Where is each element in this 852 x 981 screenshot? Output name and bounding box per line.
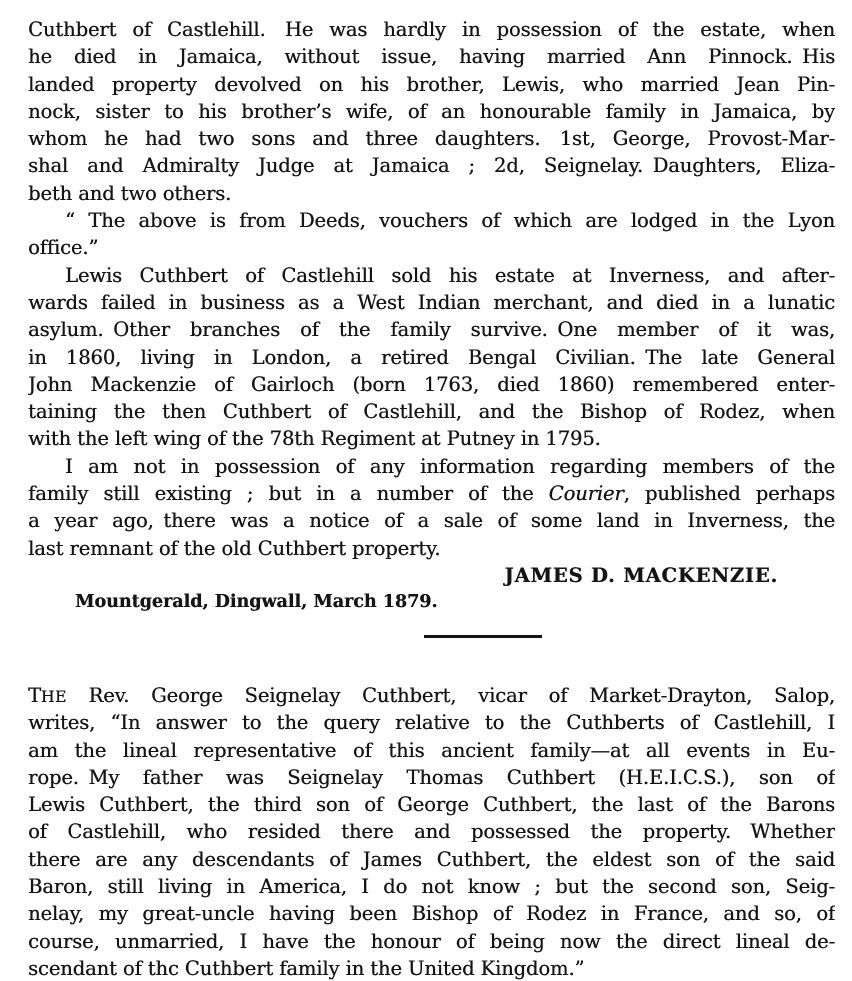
text-line [28,737,835,764]
text-segment: I am not in possession of any information regarding members of the [65,454,835,478]
small-caps-text: HE [40,687,67,706]
text-segment: Rev. George Seignelay Cuthbert, vicar of Market-Drayton, Salop, [66,683,835,707]
text-line [28,480,835,507]
text-segment: am the lineal representative of this ancient family—at all events in Eu- [28,738,835,762]
italic-text: Courier [548,482,624,506]
text-line [28,125,835,152]
text-segment: Cuthbert of Castlehill. He was hardly in possession of the estate, when [28,18,835,41]
text-line [28,371,835,398]
paragraph [28,682,835,981]
text-segment: T [28,683,41,707]
text-line [28,900,835,927]
text-segment: family still existing ; but in a number of the [28,482,549,506]
text-segment: of Castlehill, who resided there and possessed the property. Whether [28,820,835,844]
text-line [28,507,835,534]
text-segment: asylum. Other branches of the family survive. One member of it was, [28,318,835,342]
letter-body [28,16,835,562]
text-segment: in 1860, living in London, a retired Bengal Civilian. The late General [28,345,835,369]
text-segment: “ The above is from Deeds, vouchers of which are lodged in the Lyon [65,209,835,233]
text-line [28,152,835,179]
text-segment: whom he had two sons and three daughters. 1st, George, Provost-Mar- [28,127,835,151]
text-line [28,180,835,207]
text-line [28,43,835,70]
text-segment: a year ago, there was a notice of a sale of some land in Inverness, the [28,509,835,533]
section-divider-rule [424,635,542,638]
paragraph [28,207,835,262]
text-segment: Baron, still living in America, I do not know ; but the second son, Seig- [28,875,835,899]
text-segment: with the left wing of the 78th Regiment at Putney in 1795. [28,427,601,451]
text-segment: taining the then Cuthbert of Castlehill, and the Bishop of Rodez, when [28,400,835,424]
text-line [28,16,835,43]
text-segment: beth and two others. [28,181,232,205]
text-line [28,873,835,900]
text-segment: nock, sister to his brother’s wife, of an honourable family in Jamaica, by [28,99,835,123]
text-segment: , published perhaps [623,482,835,506]
text-line [28,709,835,736]
reply-body [28,682,835,981]
text-line [28,764,835,791]
text-line [28,846,835,873]
text-segment: landed property devolved on his brother, Lewis, who married Jean Pin- [28,72,835,96]
text-line [28,682,835,709]
text-line [28,453,835,480]
paragraph [28,262,835,453]
text-line [28,98,835,125]
text-segment: last remnant of the old Cuthbert property. [28,536,441,560]
text-line [28,955,835,981]
text-line [28,234,835,261]
text-segment: rope. My father was Seignelay Thomas Cuthbert (H.E.I.C.S.), son of [28,765,835,789]
text-segment: office.” [28,236,99,260]
text-line [28,535,835,562]
text-segment: shal and Admiralty Judge at Jamaica ; 2d, Seignelay. Daughters, Eliza- [28,154,835,178]
text-segment: course, unmarried, I have the honour of being now the direct lineal de- [28,929,835,953]
paragraph [28,16,835,207]
text-segment: there are any descendants of James Cuthbert, the eldest son of the said [28,847,835,871]
text-segment: Lewis Cuthbert, the third son of George Cuthbert, the last of the Barons [28,793,835,817]
text-line [28,289,835,316]
text-line [28,262,835,289]
text-line [28,207,835,234]
signature: JAMES D. MACKENZIE. [504,563,778,587]
text-segment: scendant of thc Cuthbert family in the United Kingdom.” [28,956,585,980]
paragraph [28,453,835,562]
text-line [28,316,835,343]
text-segment: he died in Jamaica, without issue, having married Ann Pinnock. His [28,45,835,69]
text-line [28,791,835,818]
text-line [28,928,835,955]
text-segment: writes, “In answer to the query relative to the Cuthberts of Castlehill, I [28,711,835,735]
text-segment: nelay, my great-uncle having been Bishop of Rodez in France, and so, of [28,902,835,926]
text-segment: John Mackenzie of Gairloch (born 1763, died 1860) remembered enter- [28,372,835,396]
text-line [28,71,835,98]
dateline: Mountgerald, Dingwall, March 1879. [75,591,438,612]
text-segment: wards failed in business as a West Indian merchant, and died in a lunatic [28,290,835,314]
text-line [28,398,835,425]
text-line [28,425,835,452]
text-segment: Lewis Cuthbert of Castlehill sold his estate at Inverness, and after- [65,263,835,287]
text-line [28,818,835,845]
text-line [28,344,835,371]
